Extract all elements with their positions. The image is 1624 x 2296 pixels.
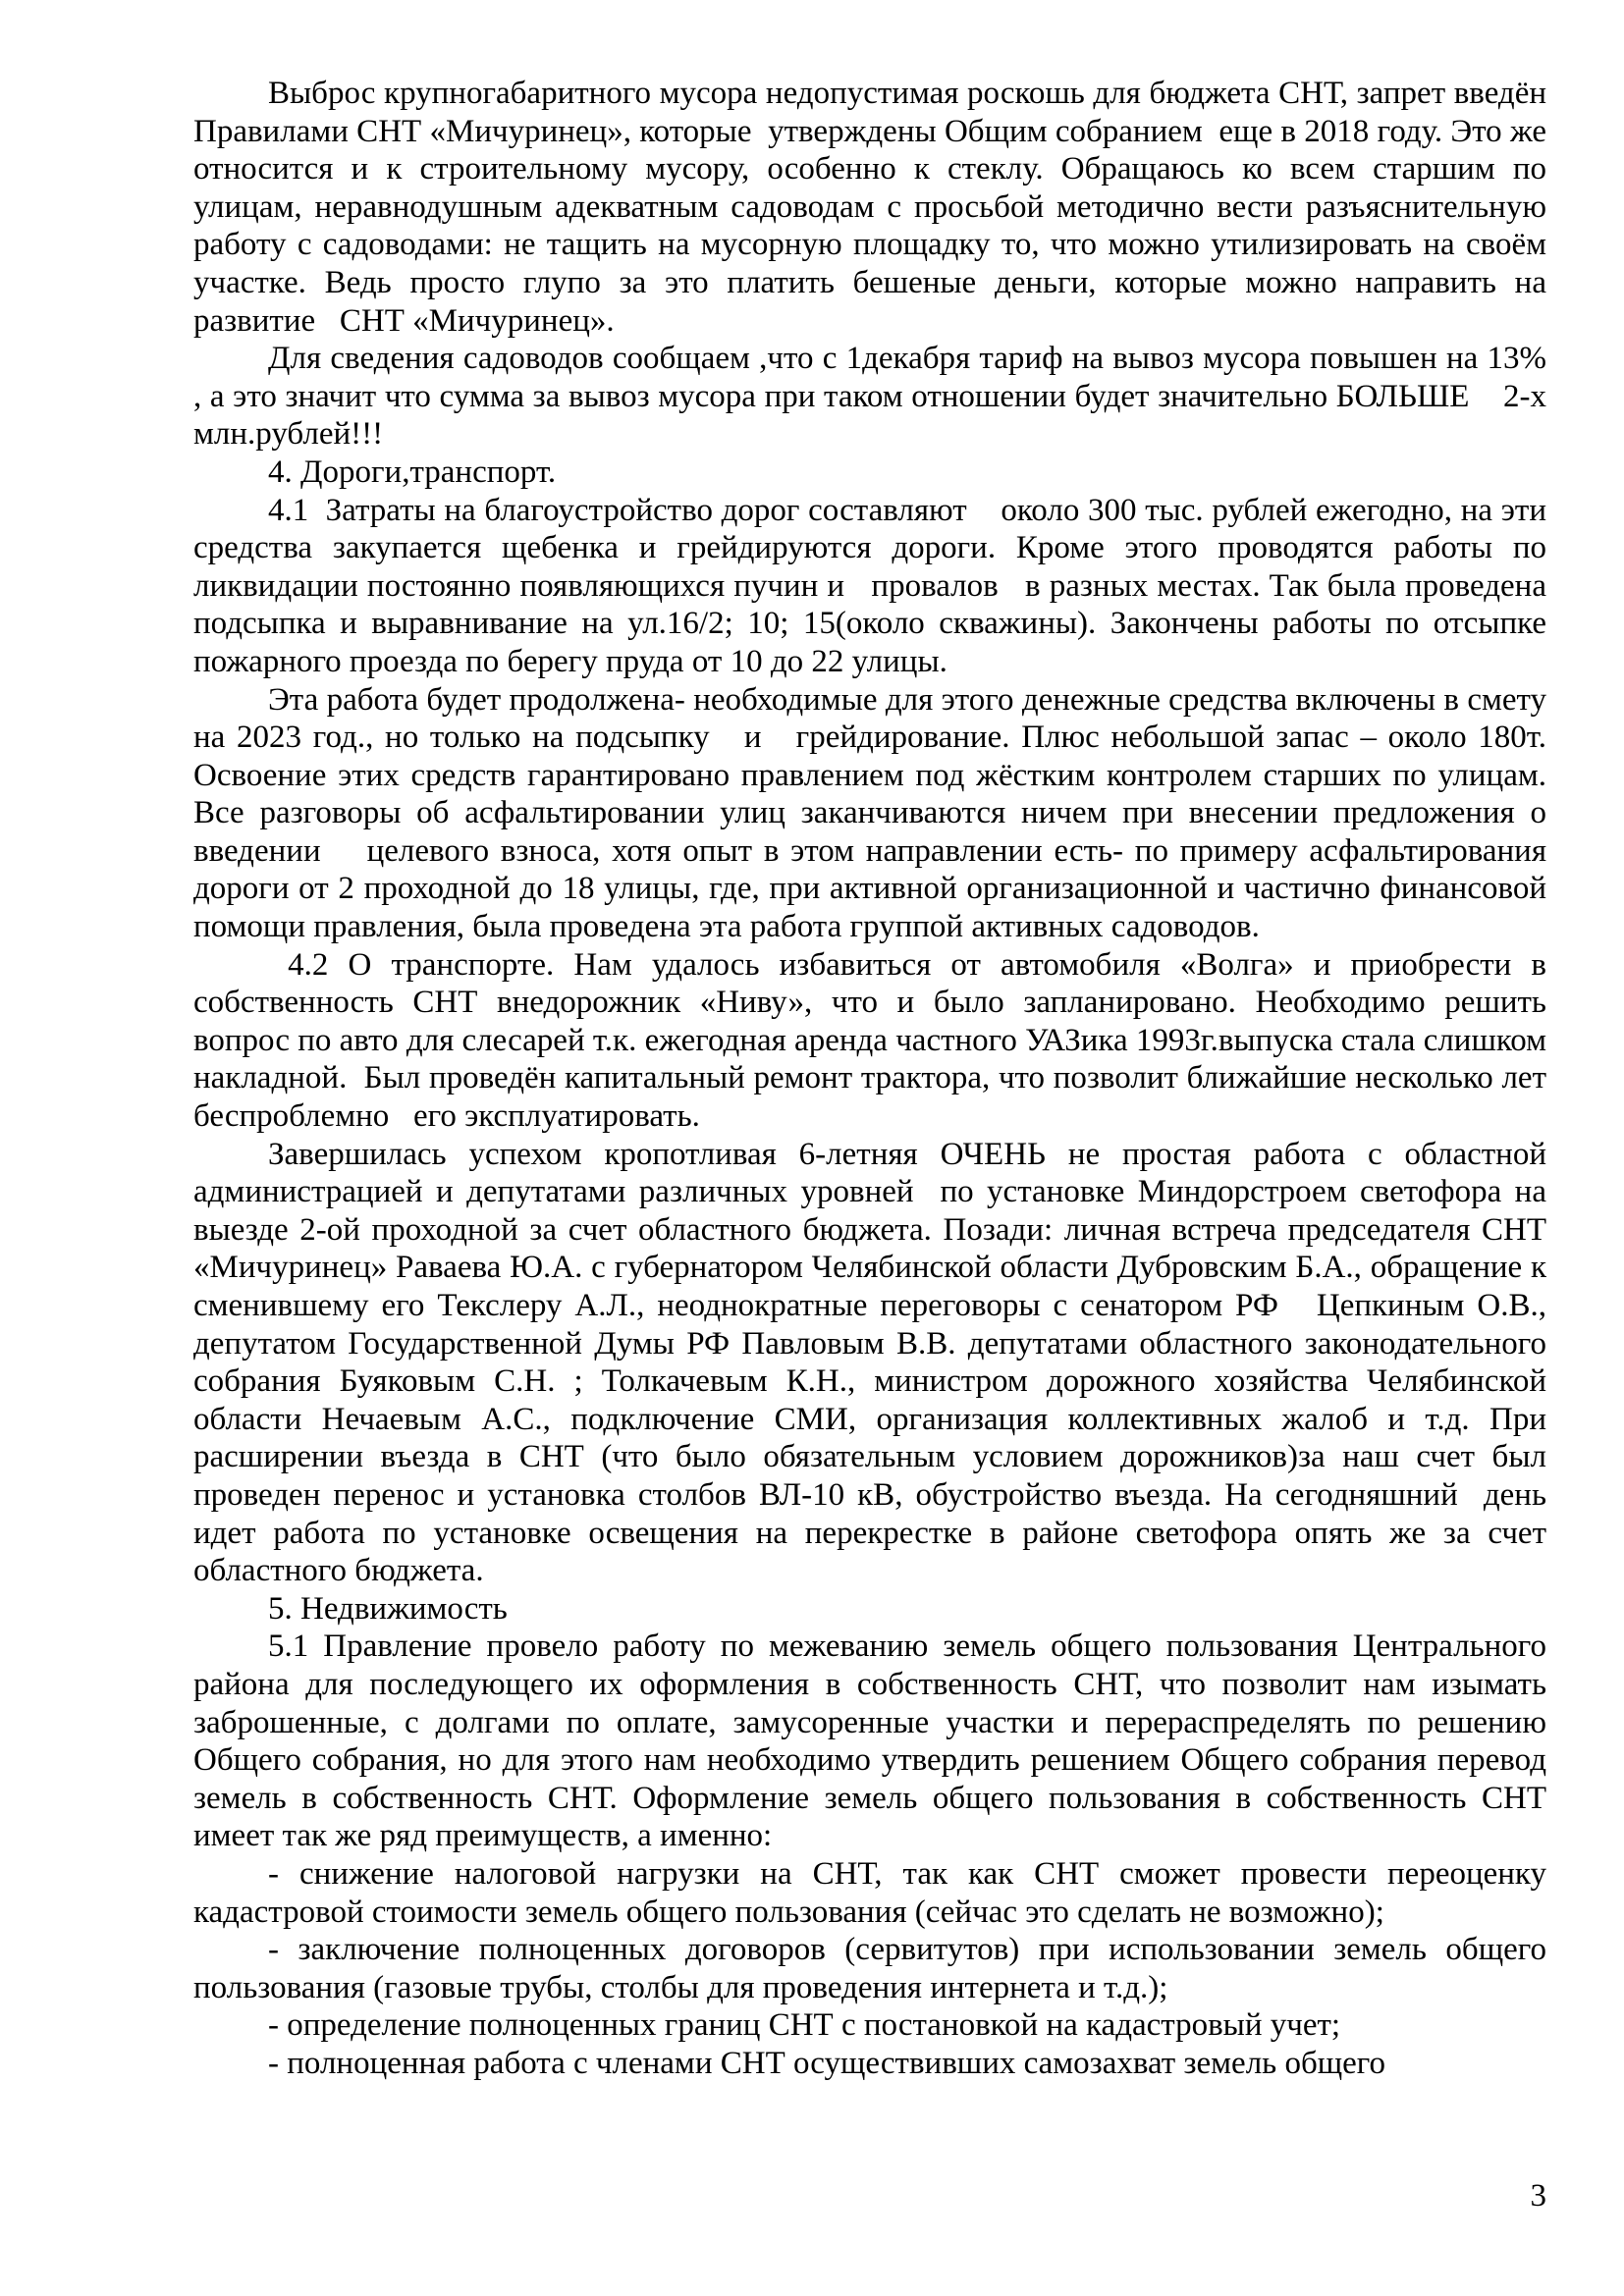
para-waste-tariff: Для сведения садоводов сообщаем ,что с 1декабря тариф на вывоз мусора повышен на 13% , а это значит что сумма за вывоз мусора при таком отношении будет значительно БОЛЬШЕ 2-х млн.рублей!!! [193,341,1555,453]
para-bulky-waste: Выброс крупногабаритного мусора недопустимая роскошь для бюджета СНТ, запрет введён Правилами СНТ «Мичуринец», которые утверждены Общим собранием еще в 2018 году. Это же относится и к строительному мусору, особенно к стеклу. Обращаюсь ко всем старшим по улицам, неравнодушным адекватным садоводам с просьбой методично вести разъяснительную работу с садоводами: не тащить на мусорную площадку то, что можно утилизировать на своём участке. Ведь просто глупо за это платить бешеные деньги, которые можно направить на развитие СНТ «Мичуринец». [193,76,1563,339]
heading-roads-transport: 4. Дороги,транспорт. [268,454,557,490]
heading-real-estate: 5. Недвижимость [268,1590,508,1627]
bullet-land-squatting: - полноценная работа с членами СНТ осуществивших самозахват земель общего [268,2045,1386,2081]
para-traffic-light: Завершилась успехом кропотливая 6-летняя ОЧЕНЬ не простая работа с областной администрацией и депутатами различных уровней по установке Миндорстроем светофора на выезде 2-ой проходной за счет областного бюджета. Позади: личная встреча председателя СНТ «Мичуринец» Раваева Ю.А. с губернатором Челябинской области Дубровским Б.А., обращение к сменившему его Текслеру А.Л., неоднократные переговоры с сенатором РФ Цепкиным О.В., депутатом Государственной Думы РФ Павловым В.В. депутатами областного законодательного собрания Буяковым С.Н. ; Толкачевым К.Н., министром дорожного хозяйства Челябинской области Нечаевым А.С., подключение СМИ, организация коллективных жалоб и т.д. При расширении въезда в СНТ (что было обязательным условием дорожников)за наш счет был проведен перенос и установка столбов ВЛ-10 кВ, обустройство въезда. На сегодняшний день идет работа по установке освещения на перекрестке в районе светофора опять же за счет областного бюджета. [193,1136,1555,1589]
para-transport: 4.2 О транспорте. Нам удалось избавиться от автомобиля «Волга» и приобрести в собственность СНТ внедорожник «Ниву», что и было запланировано. Необходимо решить вопрос по авто для слесарей т.к. ежегодная аренда частного УАЗика 1993г.выпуска стала слишком накладной. Был проведён капитальный ремонт трактора, что позволит ближайшие несколько лет беспроблемно его эксплуатировать. [193,946,1563,1135]
page-body [193,75,1563,2082]
page-footer [193,2177,1546,2216]
bullet-easement-contracts: - заключение полноценных договоров (сервитутов) при использовании земель общего пользования (газовые трубы, столбы для проведения интернета и т.д.); [193,1932,1555,2005]
bullet-tax-reduction: - снижение налоговой нагрузки на СНТ, так как СНТ сможет провести переоценку кадастровой стоимости земель общего пользования (сейчас это сделать не возможно); [193,1855,1555,1930]
para-land-surveying: 5.1 Правление провело работу по межеванию земель общего пользования Центрального района для последующего их оформления в собственность СНТ, что позволит нам изымать заброшенные, с долгами по оплате, замусоренные участки и перераспределять по решению Общего собрания, но для этого нам необходимо утвердить решением Общего собрания перевод земель в собственность СНТ. Оформление земель общего пользования в собственность СНТ имеет так же ряд преимуществ, а именно: [193,1629,1555,1854]
bullet-borders-cadastre: - определение полноценных границ СНТ с постановкой на кадастровый учет; [268,2007,1341,2044]
para-road-plans-2023: Эта работа будет продолжена- необходимые для этого денежные средства включены в смету на 2023 год., но только на подсыпку и грейдирование. Плюс небольшой запас – около 180т. Освоение этих средств гарантировано правлением под жёстким контролем старших по улицам. Все разговоры об асфальтировании улиц заканчиваются ничем при внесении предложения о введении целевого взноса, хотя опыт в этом направлении есть- по примеру асфальтирования дороги от 2 проходной до 18 улицы, где, при активной организационной и частично финансовой помощи правления, была проведена эта работа группой активных садоводов. [193,681,1555,945]
page-number: 3 [1530,2178,1546,2214]
para-road-maintenance: 4.1 Затраты на благоустройство дорог составляют около 300 тыс. рублей ежегодно, на эти средства закупается щебенка и грейдируются дороги. Кроме этого проводятся работы по ликвидации постоянно появляющихся пучин и провалов в разных местах. Так была проведена подсыпка и выравнивание на ул.16/2; 10; 15(около скважины). Закончены работы по отсыпке пожарного проезда по берегу пруда от 10 до 22 улицы. [193,492,1555,679]
